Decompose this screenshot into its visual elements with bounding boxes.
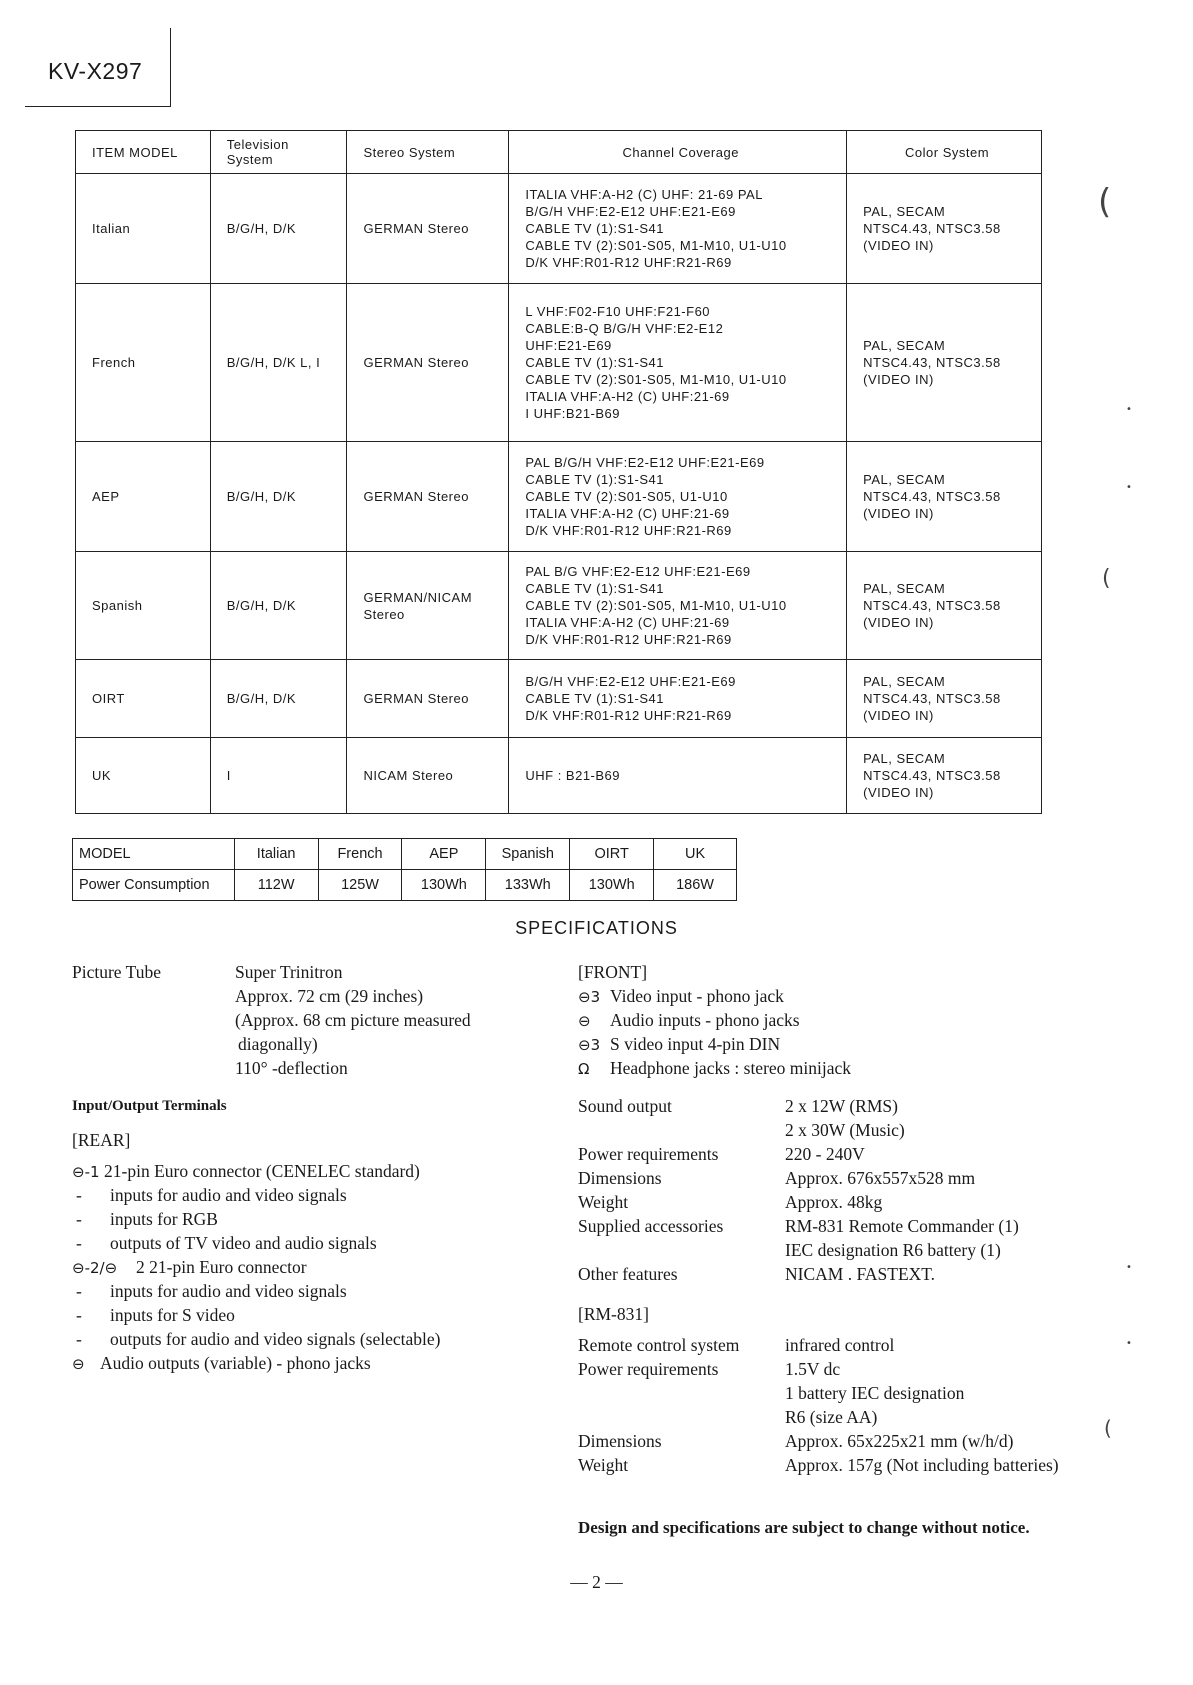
rear-terminal-item [72,1233,377,1254]
front-terminal-item [578,1034,780,1055]
spec-label: Weight [578,1455,629,1475]
table-row [76,660,1042,738]
spec-value: 2 x 12W (RMS) [785,1096,898,1116]
table-header-row [76,131,1042,174]
power-value-cell: 112W [234,870,318,901]
color-system-cell [847,174,1042,284]
model-id: KV-X297 [48,58,143,84]
stereo-system-cell [347,174,509,284]
connector-icon: ⊖ [578,1012,591,1030]
item-model-cell: Spanish [76,552,211,660]
margin-bracket-mark: ( [1098,182,1112,222]
margin-bracket-mark: ( [1104,1416,1112,1440]
channel-line: CABLE TV (1):S1-S41 [525,691,664,706]
color-line: (VIDEO IN) [863,372,934,387]
rear-terminal-item [72,1209,218,1230]
spec-value: 2 x 30W (Music) [785,1120,905,1140]
channel-line: L VHF:F02-F10 UHF:F21-F60 [525,304,711,319]
spec-value: Approx. 48kg [785,1192,883,1212]
color-line: NTSC4.43, NTSC3.58 [863,691,1001,706]
item-model-cell: UK [76,738,211,814]
color-line: PAL, SECAM [863,674,946,689]
color-line: (VIDEO IN) [863,238,934,253]
stereo-line: Stereo [363,606,405,622]
item-model-cell: Italian [76,174,211,284]
margin-dot-mark: • [1126,482,1132,493]
power-value-cell: 186W [654,870,737,901]
channel-line: UHF : B21-B69 [525,768,621,783]
spec-label: Dimensions [578,1431,662,1451]
channel-coverage-cell [509,442,847,552]
rear-terminal-item [72,1329,440,1350]
rear-terminal-text: 21-pin Euro connector (CENELEC standard) [104,1161,420,1181]
power-model-row [73,839,737,870]
channel-line: B/G/H VHF:E2-E12 UHF:E21-E69 [525,674,736,689]
rear-terminal-item [72,1281,347,1302]
color-line: (VIDEO IN) [863,785,934,800]
channel-line: B/G/H VHF:E2-E12 UHF:E21-E69 [525,204,736,219]
page-number: — 2 — [570,1572,623,1592]
channel-coverage-cell [509,660,847,738]
spec-label: Power requirements [578,1359,719,1379]
television-system-cell: B/G/H, D/K [210,174,347,284]
spec-value: Approx. 676x557x528 mm [785,1168,976,1188]
channel-line: D/K VHF:R01-R12 UHF:R21-R69 [525,523,732,538]
stereo-line: NICAM Stereo [363,768,454,783]
dash-bullet: - [76,1281,82,1301]
power-model-cell: Spanish [486,839,570,870]
color-line: PAL, SECAM [863,751,946,766]
color-system-cell [847,284,1042,442]
specifications-title: SPECIFICATIONS [515,918,678,938]
color-line: NTSC4.43, NTSC3.58 [863,598,1001,613]
power-model-cell: UK [654,839,737,870]
stereo-system-cell [347,660,509,738]
rear-heading: [REAR] [72,1130,131,1150]
picture-tube-label: Picture Tube [72,962,161,982]
rear-terminal-text: Audio outputs (variable) - phono jacks [100,1353,371,1373]
stereo-line: GERMAN Stereo [363,691,469,706]
channel-line: ITALIA VHF:A-H2 (C) UHF: 21-69 PAL [525,187,763,202]
dash-bullet: - [76,1185,82,1205]
channel-line: D/K VHF:R01-R12 UHF:R21-R69 [525,255,732,270]
color-system-cell [847,660,1042,738]
connector-icon: Ω [578,1060,590,1078]
picture-tube-line: 110° -deflection [235,1058,348,1078]
power-value-cell: 125W [318,870,402,901]
channel-line: CABLE TV (2):S01-S05, M1-M10, U1-U10 [525,238,787,253]
picture-tube-line: (Approx. 68 cm picture measured [235,1010,471,1030]
spec-label: Sound output [578,1096,672,1116]
connector-icon: ⊖3 [578,1036,601,1054]
color-system-cell [847,552,1042,660]
table-row [76,284,1042,442]
channel-coverage-cell [509,552,847,660]
rear-terminal-item [72,1161,420,1182]
color-line: PAL, SECAM [863,204,946,219]
spec-value: infrared control [785,1335,895,1355]
rear-terminal-item [72,1257,307,1278]
stereo-system-cell [347,552,509,660]
power-value-cell: 133Wh [486,870,570,901]
margin-dot-mark: • [1126,1262,1132,1273]
notice-text: Design and specifications are subject to change without notice. [578,1518,1030,1537]
channel-line: CABLE TV (1):S1-S41 [525,581,664,596]
rear-terminal-text: inputs for S video [110,1305,235,1325]
channel-line: UHF:E21-E69 [525,338,612,353]
spec-label: Supplied accessories [578,1216,724,1236]
io-terminals-heading: Input/Output Terminals [72,1098,227,1114]
header-television-system: Television System [210,131,347,174]
spec-value: IEC designation R6 battery (1) [785,1240,1001,1260]
television-system-cell: I [210,738,347,814]
color-line: PAL, SECAM [863,338,946,353]
color-line: NTSC4.43, NTSC3.58 [863,489,1001,504]
television-system-cell: B/G/H, D/K L, I [210,284,347,442]
power-model-label: MODEL [73,839,235,870]
television-system-cell: B/G/H, D/K [210,552,347,660]
item-model-cell: AEP [76,442,211,552]
stereo-system-cell [347,284,509,442]
spec-value: 220 - 240V [785,1144,865,1164]
channel-line: D/K VHF:R01-R12 UHF:R21-R69 [525,632,732,647]
spec-value: Approx. 157g (Not including batteries) [785,1455,1059,1475]
rear-terminal-text: inputs for audio and video signals [110,1281,347,1301]
channel-line: CABLE TV (2):S01-S05, U1-U10 [525,489,728,504]
front-terminal-text: Headphone jacks : stereo minijack [610,1058,852,1078]
channel-line: CABLE:B-Q B/G/H VHF:E2-E12 [525,321,724,336]
item-model-cell: French [76,284,211,442]
power-value-cell: 130Wh [402,870,486,901]
front-terminal-item [578,1010,800,1031]
spec-value: R6 (size AA) [785,1407,878,1427]
connector-icon: ⊖3 [578,988,601,1006]
channel-line: ITALIA VHF:A-H2 (C) UHF:21-69 [525,506,730,521]
television-system-cell: B/G/H, D/K [210,660,347,738]
item-model-cell: OIRT [76,660,211,738]
front-terminal-text: S video input 4-pin DIN [610,1034,781,1054]
power-model-cell: OIRT [570,839,654,870]
power-model-cell: French [318,839,402,870]
rear-terminal-text: outputs of TV video and audio signals [110,1233,377,1253]
spec-value: RM-831 Remote Commander (1) [785,1216,1019,1236]
color-line: NTSC4.43, NTSC3.58 [863,355,1001,370]
television-system-cell: B/G/H, D/K [210,442,347,552]
spec-value: NICAM . FASTEXT. [785,1264,936,1284]
channel-line: I UHF:B21-B69 [525,406,621,421]
color-line: NTSC4.43, NTSC3.58 [863,221,1001,236]
dash-bullet: - [76,1209,82,1229]
color-line: (VIDEO IN) [863,506,934,521]
picture-tube-line: diagonally) [238,1034,318,1054]
picture-tube-line: Approx. 72 cm (29 inches) [235,986,424,1006]
color-line: (VIDEO IN) [863,615,934,630]
table-row [76,552,1042,660]
header-color-system: Color System [847,131,1042,174]
table-row [76,738,1042,814]
picture-tube-line: Super Trinitron [235,962,343,982]
channel-line: ITALIA VHF:A-H2 (C) UHF:21-69 [525,389,730,404]
margin-bracket-mark: ( [1102,566,1111,591]
stereo-line: GERMAN/NICAM [363,589,473,605]
dash-bullet: - [76,1329,82,1349]
rear-terminal-item [72,1305,235,1326]
spec-value: Approx. 65x225x21 mm (w/h/d) [785,1431,1014,1451]
stereo-system-cell [347,738,509,814]
stereo-line: GERMAN Stereo [363,221,469,236]
rear-terminal-item [72,1353,371,1374]
power-value-row [73,870,737,901]
channel-coverage-cell [509,738,847,814]
channel-line: PAL B/G VHF:E2-E12 UHF:E21-E69 [525,564,751,579]
channel-coverage-cell [509,174,847,284]
spec-value: 1.5V dc [785,1359,841,1379]
channel-line: CABLE TV (1):S1-S41 [525,472,664,487]
color-line: PAL, SECAM [863,472,946,487]
spec-label: Remote control system [578,1335,740,1355]
header-channel-coverage: Channel Coverage [509,131,847,174]
connector-icon: ⊖-1 [72,1163,100,1181]
front-terminal-item [578,986,784,1007]
power-value-cell: 130Wh [570,870,654,901]
remote-heading: [RM-831] [578,1304,649,1324]
channel-line: CABLE TV (1):S1-S41 [525,355,664,370]
color-system-cell [847,442,1042,552]
color-line: NTSC4.43, NTSC3.58 [863,768,1001,783]
channel-line: CABLE TV (2):S01-S05, M1-M10, U1-U10 [525,372,787,387]
dash-bullet: - [76,1305,82,1325]
color-line: (VIDEO IN) [863,708,934,723]
front-heading: [FRONT] [578,962,648,982]
header-item-model: ITEM MODEL [76,131,211,174]
rear-terminal-text: outputs for audio and video signals (selectable) [110,1329,441,1349]
rear-terminal-text: inputs for audio and video signals [110,1185,347,1205]
color-line: PAL, SECAM [863,581,946,596]
channel-line: ITALIA VHF:A-H2 (C) UHF:21-69 [525,615,730,630]
header-stereo-system: Stereo System [347,131,509,174]
front-terminal-text: Audio inputs - phono jacks [610,1010,800,1030]
power-consumption-table [72,838,737,901]
rear-terminal-text: 2 21-pin Euro connector [136,1257,307,1277]
stereo-line: GERMAN Stereo [363,489,469,504]
dash-bullet: - [76,1233,82,1253]
connector-icon: ⊖-2/⊖ [72,1259,118,1277]
table-row [76,442,1042,552]
stereo-line: GERMAN Stereo [363,355,469,370]
front-terminal-text: Video input - phono jack [610,986,784,1006]
power-model-cell: AEP [402,839,486,870]
channel-line: CABLE TV (2):S01-S05, M1-M10, U1-U10 [525,598,787,613]
spec-label: Power requirements [578,1144,719,1164]
channel-line: PAL B/G/H VHF:E2-E12 UHF:E21-E69 [525,455,765,470]
power-consumption-label: Power Consumption [73,870,235,901]
stereo-system-cell [347,442,509,552]
margin-dot-mark: • [1126,404,1132,415]
connector-icon: ⊖ [72,1355,85,1373]
channel-line: CABLE TV (1):S1-S41 [525,221,664,236]
rear-terminal-text: inputs for RGB [110,1209,218,1229]
spec-value: 1 battery IEC designation [785,1383,965,1403]
channel-coverage-table [75,130,1042,814]
power-model-cell: Italian [234,839,318,870]
table-row [76,174,1042,284]
spec-label: Weight [578,1192,629,1212]
channel-coverage-cell [509,284,847,442]
spec-label: Other features [578,1264,678,1284]
spec-label: Dimensions [578,1168,662,1188]
front-terminal-item [578,1058,851,1079]
margin-dot-mark: • [1126,1338,1132,1349]
rear-terminal-item [72,1185,347,1206]
channel-line: D/K VHF:R01-R12 UHF:R21-R69 [525,708,732,723]
color-system-cell [847,738,1042,814]
